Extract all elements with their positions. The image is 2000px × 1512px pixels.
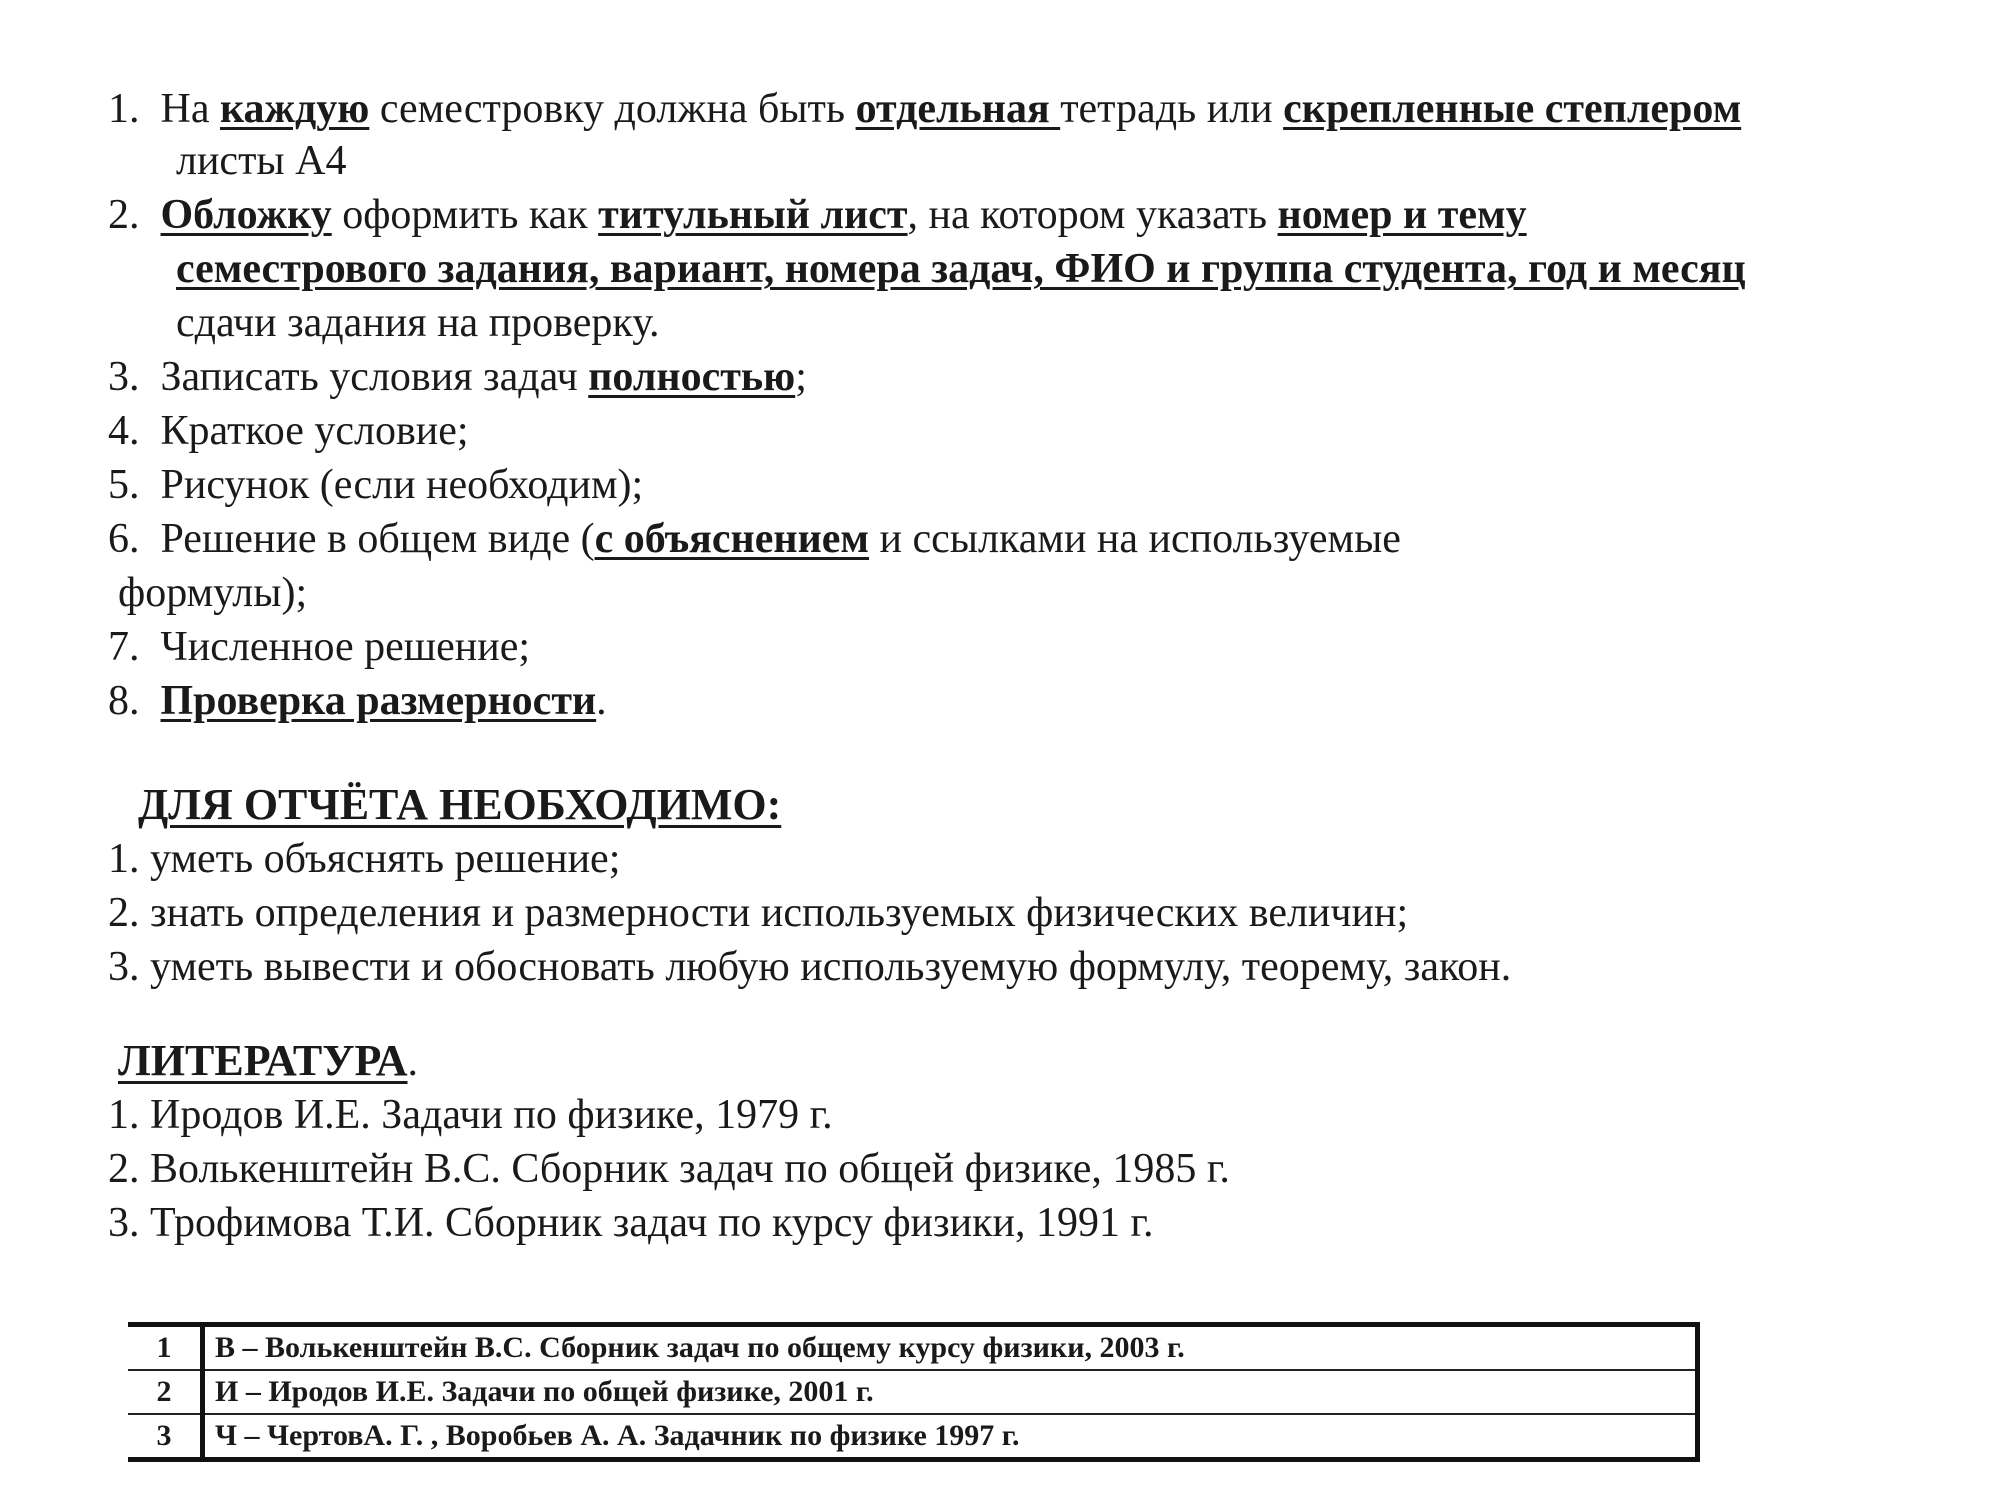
emphasis: полностью: [588, 354, 796, 400]
literature-heading: [118, 1036, 418, 1087]
heading-text: ЛИТЕРАТУРА: [118, 1036, 408, 1085]
literature-item-1: [108, 1090, 833, 1140]
emphasis: скрепленные степлером: [1283, 86, 1742, 132]
text: Краткое условие;: [160, 408, 469, 454]
item-number: 8.: [108, 678, 140, 724]
requirement-item-8: [108, 676, 607, 726]
text: уметь объяснять решение;: [150, 836, 621, 882]
report-item-3: [108, 942, 1511, 992]
table-row: [128, 1325, 1698, 1371]
item-number: 4.: [108, 408, 140, 454]
text: и ссылками на используемые: [869, 516, 1401, 562]
text: семестровку должна быть: [369, 86, 856, 132]
row-text: Ч – ЧертовА. Г. , Воробьев А. А. Задачник по физике 1997 г.: [203, 1414, 1698, 1460]
item-number: 3.: [108, 1200, 140, 1246]
item-number: 2.: [108, 890, 140, 936]
literature-item-3: [108, 1198, 1153, 1248]
requirement-item-3: [108, 352, 807, 402]
item-number: 1.: [108, 836, 140, 882]
report-heading: ДЛЯ ОТЧЁТА НЕОБХОДИМО:: [138, 780, 782, 829]
literature-item-2: [108, 1144, 1230, 1194]
requirement-item-7: [108, 622, 530, 672]
requirement-item-2-cont-bold: семестрового задания, вариант, номера задач, ФИО и группа студента, год и месяц: [176, 246, 1746, 292]
text: .: [596, 678, 607, 724]
requirement-item-6: [108, 514, 1401, 564]
row-number: 3: [128, 1414, 203, 1460]
report-item-2: [108, 888, 1408, 938]
emphasis: номер и тему: [1277, 192, 1527, 238]
text: Иродов И.Е. Задачи по физике, 1979 г.: [150, 1092, 833, 1138]
requirement-item-6-cont: формулы);: [118, 570, 308, 616]
row-text: В – Волькенштейн В.С. Сборник задач по общему курсу физики, 2003 г.: [203, 1325, 1698, 1371]
text: Трофимова Т.И. Сборник задач по курсу физики, 1991 г.: [150, 1200, 1154, 1246]
emphasis: титульный лист: [598, 192, 908, 238]
report-item-1: [108, 834, 620, 884]
text: , на котором указать: [907, 192, 1278, 238]
table-row: [128, 1370, 1698, 1414]
row-number: 1: [128, 1325, 203, 1371]
text: уметь вывести и обосновать любую используемую формулу, теорему, закон.: [150, 944, 1512, 990]
text: Численное решение;: [160, 624, 531, 670]
item-number: 1.: [108, 86, 140, 132]
item-number: 2.: [108, 1146, 140, 1192]
text: ;: [795, 354, 807, 400]
requirement-item-1: [108, 84, 1741, 134]
text: знать определения и размерности используемых физических величин;: [150, 890, 1409, 936]
text: Записать условия задач: [160, 354, 589, 400]
item-number: 5.: [108, 462, 140, 508]
heading-dot: .: [407, 1039, 419, 1085]
text: оформить как: [331, 192, 599, 238]
requirement-item-5: [108, 460, 643, 510]
text: тетрадь или: [1060, 86, 1284, 132]
emphasis: с объяснением: [594, 516, 870, 562]
row-number: 2: [128, 1370, 203, 1414]
row-text: И – Иродов И.Е. Задачи по общей физике, 2001 г.: [203, 1370, 1698, 1414]
item-number: 7.: [108, 624, 140, 670]
table-row: [128, 1414, 1698, 1460]
requirement-item-1-cont: листы А4: [176, 138, 347, 184]
item-number: 1.: [108, 1092, 140, 1138]
text: Рисунок (если необходим);: [160, 462, 644, 508]
emphasis: Обложку: [160, 192, 332, 238]
item-number: 6.: [108, 516, 140, 562]
requirement-item-2-cont: сдачи задания на проверку.: [176, 300, 660, 346]
text: Волькенштейн В.С. Сборник задач по общей физике, 1985 г.: [150, 1146, 1230, 1192]
references-table: [128, 1322, 1700, 1462]
item-number: 2.: [108, 192, 140, 238]
emphasis: Проверка размерности: [160, 678, 597, 724]
text: Решение в общем виде (: [160, 516, 595, 562]
text: На: [160, 86, 220, 132]
item-number: 3.: [108, 944, 140, 990]
requirement-item-4: [108, 406, 469, 456]
emphasis: отдельная: [855, 86, 1061, 132]
item-number: 3.: [108, 354, 140, 400]
emphasis: каждую: [219, 86, 370, 132]
requirement-item-2: [108, 190, 1527, 240]
